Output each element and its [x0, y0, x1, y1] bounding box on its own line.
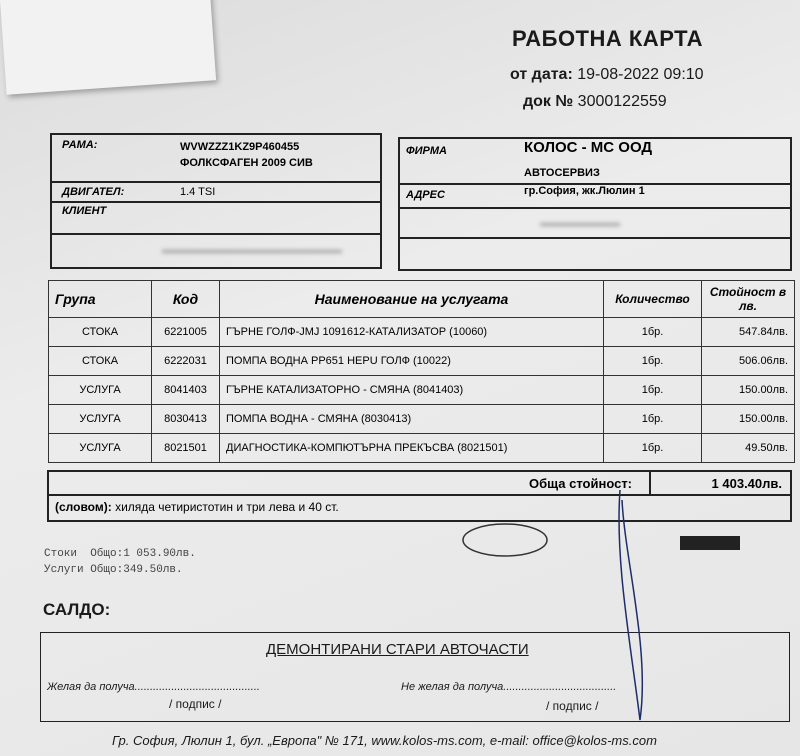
address-label: АДРЕС: [406, 189, 445, 201]
col-name: Наименование на услугата: [220, 281, 604, 318]
firm-label: ФИРМА: [406, 145, 447, 157]
row-code: 8021501: [152, 434, 220, 463]
saldo-label: САЛДО:: [43, 600, 111, 619]
client-label: КЛИЕНТ: [62, 205, 107, 217]
row-group: СТОКА: [49, 318, 152, 347]
row-name: ПОМПА ВОДНА - СМЯНА (8030413): [220, 405, 604, 434]
col-quantity: Количество: [604, 281, 702, 318]
date-label: от дата:: [510, 66, 573, 83]
col-code: Код: [152, 281, 220, 318]
row-price: 150.00лв.: [702, 376, 795, 405]
firm-type: АВТОСЕРВИЗ: [524, 167, 600, 179]
goods-total: Стоки Общо:1 053.90лв.: [44, 548, 196, 560]
row-code: 8041403: [152, 376, 220, 405]
want-to-receive: Желая да получа.........................................: [47, 681, 260, 693]
row-group: УСЛУГА: [49, 434, 152, 463]
row-code: 6222031: [152, 347, 220, 376]
row-code: 8030413: [152, 405, 220, 434]
row-code: 6221005: [152, 318, 220, 347]
services-total: Услуги Общо:349.50лв.: [44, 564, 183, 576]
row-group: УСЛУГА: [49, 405, 152, 434]
col-price: Стойност в лв.: [702, 281, 795, 318]
doc-label: док №: [523, 93, 574, 110]
row-quantity: 1бр.: [604, 347, 702, 376]
model-value: ФОЛКСФАГЕН 2009 СИВ: [180, 157, 313, 169]
row-group: УСЛУГА: [49, 376, 152, 405]
row-name: ПОМПА ВОДНА PP651 HEPU ГОЛФ (10022): [220, 347, 604, 376]
row-quantity: 1бр.: [604, 405, 702, 434]
row-price: 506.06лв.: [702, 347, 795, 376]
old-parts-title: ДЕМОНТИРАНИ СТАРИ АВТОЧАСТИ: [266, 641, 529, 658]
address-value: гр.София, жк.Люлин 1: [524, 185, 645, 197]
row-group: СТОКА: [49, 347, 152, 376]
date-value: 19-08-2022 09:10: [577, 66, 704, 83]
vin-value: WVWZZZ1KZ9P460455: [180, 141, 300, 153]
row-name: ГЪРНЕ ГОЛФ-JMJ 1091612-КАТАЛИЗАТОР (10060): [220, 318, 604, 347]
row-price: 150.00лв.: [702, 405, 795, 434]
total-value: 1 403.40лв.: [711, 476, 782, 491]
not-want-to-receive: Не желая да получа.....................................: [401, 681, 617, 693]
row-quantity: 1бр.: [604, 318, 702, 347]
signature-label-left: / подпис /: [169, 697, 222, 711]
row-quantity: 1бр.: [604, 434, 702, 463]
doc-value: 3000122559: [577, 93, 667, 110]
signature-label-right: / подпис /: [546, 699, 599, 713]
words-label: (словом):: [55, 500, 112, 514]
footer-address: Гр. София, Люлин 1, бул. „Европа" № 171, www.kolos-ms.com, e-mail: office@kolos-ms.com: [112, 733, 657, 748]
row-quantity: 1бр.: [604, 376, 702, 405]
document-title: РАБОТНА КАРТА: [512, 26, 704, 51]
row-price: 547.84лв.: [702, 318, 795, 347]
words-value: хиляда четиристотин и три лева и 40 ст.: [115, 500, 339, 514]
engine-label: ДВИГАТЕЛ:: [62, 186, 125, 198]
row-name: ДИАГНОСТИКА-КОМПЮТЪРНА ПРЕКЪСВА (8021501): [220, 434, 604, 463]
row-price: 49.50лв.: [702, 434, 795, 463]
engine-value: 1.4 TSI: [180, 186, 216, 198]
firm-name: КОЛОС - МС ООД: [524, 139, 653, 156]
frame-label: РАМА:: [62, 139, 98, 151]
total-label: Обща стойност:: [529, 476, 633, 491]
col-group: Група: [49, 281, 152, 318]
row-name: ГЪРНЕ КАТАЛИЗАТОРНО - СМЯНА (8041403): [220, 376, 604, 405]
